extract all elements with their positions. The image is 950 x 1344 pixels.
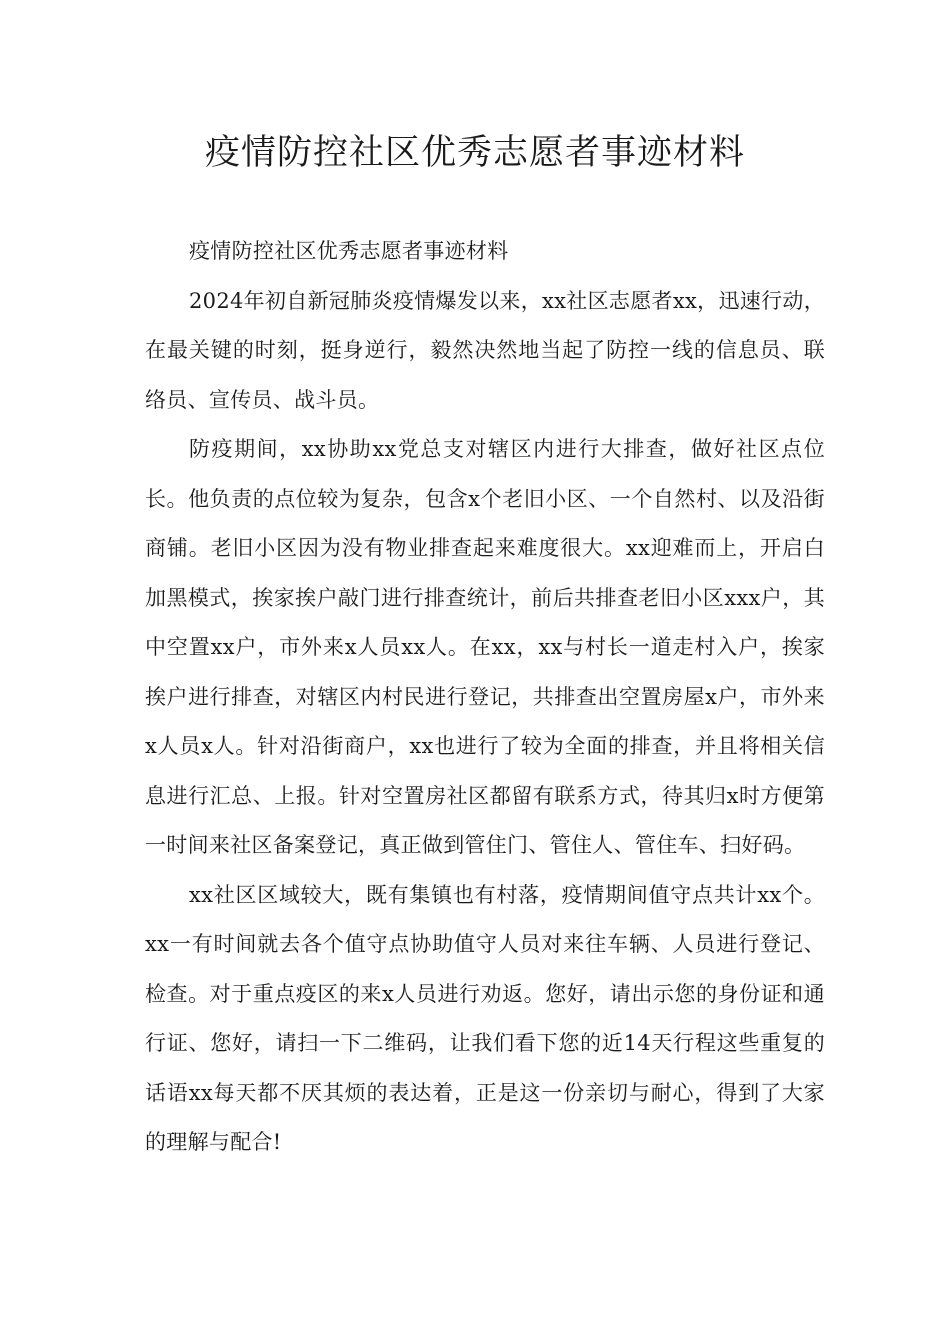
document-body <box>145 227 825 1168</box>
document-title: 疫情防控社区优秀志愿者事迹材料 <box>204 133 745 173</box>
paragraph-checkpoints: xx社区区域较大，既有集镇也有村落，疫情期间值守点共计xx个。xx一有时间就去各个值守点协助值守人员对来往车辆、人员进行登记、检查。对于重点疫区的来x人员进行劝返。您好，请出示您的身份证和通行证、您好，请扫一下二维码，让我们看下您的近14天行程这些重复的话语xx每天都不厌其烦的表达着，正是这一份亲切与耐心，得到了大家的理解与配合! <box>145 882 825 1154</box>
paragraph-intro: 2024年初自新冠肺炎疫情爆发以来，xx社区志愿者xx，迅速行动，在最关键的时刻，挺身逆行，毅然决然地当起了防控一线的信息员、联络员、宣传员、战斗员。 <box>145 288 825 412</box>
paragraph-investigation: 防疫期间，xx协助xx党总支对辖区内进行大排查，做好社区点位长。他负责的点位较为复杂，包含x个老旧小区、一个自然村、以及沿街商铺。老旧小区因为没有物业排查起来难度很大。xx迎难而上，开启白加黑模式，挨家挨户敲门进行排查统计，前后共排查老旧小区xxx户，其中空置xx户，市外来x人员xx人。在xx，xx与村长一道走村入户，挨家挨户进行排查，对辖区内村民进行登记，共排查出空置房屋x户，市外来x人员x人。针对沿街商户，xx也进行了较为全面的排查，并且将相关信息进行汇总、上报。针对空置房社区都留有联系方式，待其归x时方便第一时间来社区备案登记，真正做到管住门、管住人、管住车、扫好码。 <box>145 437 825 857</box>
paragraph-subtitle: 疫情防控社区优秀志愿者事迹材料 <box>189 239 509 263</box>
